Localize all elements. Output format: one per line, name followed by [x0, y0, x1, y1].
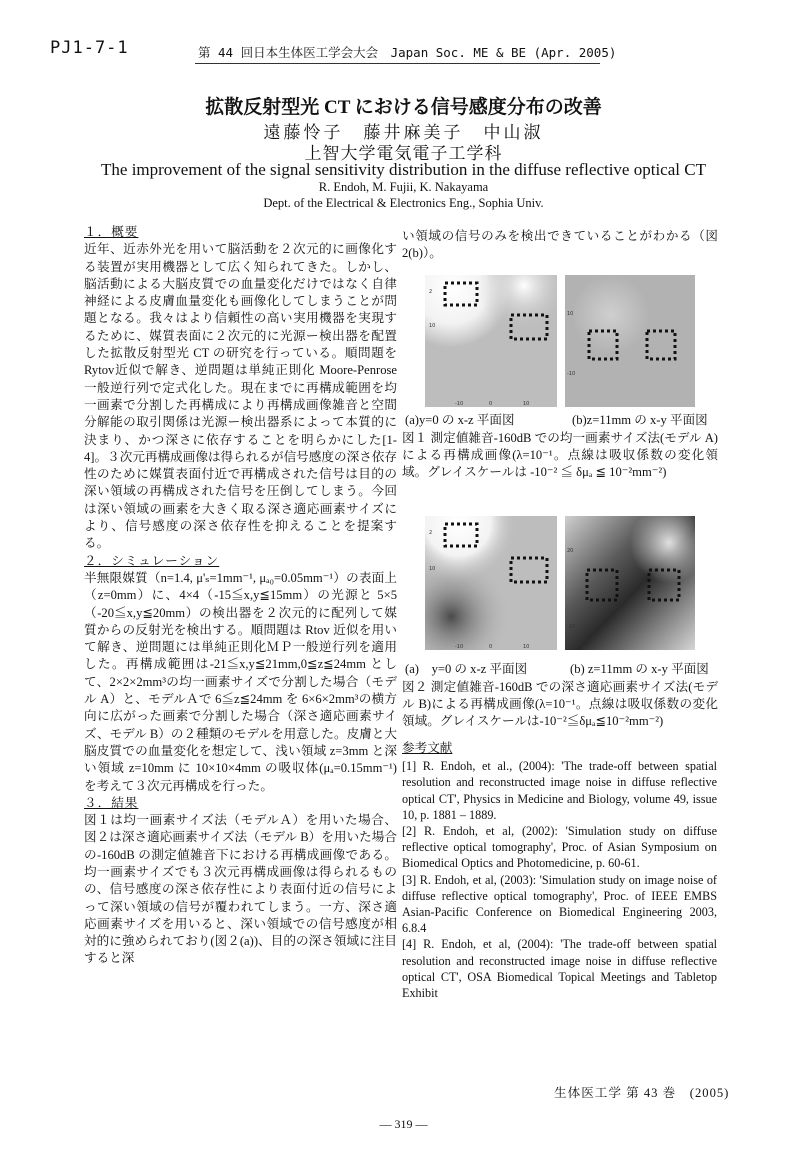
svg-text:-10: -10	[455, 644, 464, 650]
svg-text:20: 20	[567, 548, 574, 554]
page-number: — 319 —	[379, 1117, 428, 1131]
reference-item: [2] R. Endoh, et al, (2002): 'Simulation study on diffuse reflective optical tomography', Proc. of Asian Symposium on Biomedical Optics and Photomedicine, p. 60-61.	[402, 824, 717, 871]
reference-item: [4] R. Endoh, et al, (2004): 'The trade-off between spatial resolution and reconstructed image noise in diffuse reflective optical CT', OSA Biomedical Topical Meetings and Tabletop Exhibit	[402, 937, 717, 1001]
figure1a-image	[425, 275, 557, 407]
conference-header: 第 44 回日本生体医工学会大会 Japan Soc. ME & BE (Apr. 2005)	[198, 45, 617, 60]
section-heading-results: ３．結果	[84, 795, 139, 810]
section-body-results: 図１は均一画素サイズ法（モデルＡ）を用いた場合、図２は深さ適応画素サイズ法（モデル B）を用いた場合の-160dB の測定値雑音下における再構成画像である。均一画素サイズでも３次元再構成画像は得られるものの、信号感度の深さ依存性により表面付近の信号によって深い領域の信号が覆われてしまう。一方、深さ適応画素サイズを用いると、深い領域での信号感度が相対的に強められており(図２(a))、目的の深さ領域に注目すると深	[84, 813, 397, 966]
svg-text:-10: -10	[567, 371, 576, 377]
figure1b-image	[565, 275, 695, 407]
references-heading: 参考文献	[402, 741, 453, 755]
figure2-caption: 図２ 測定値雑音-160dB での深さ適応画素サイズ法(モデル B)による再構成画像(λ=10⁻¹。点線は吸収係数の変化領域。グレイスケールは-10⁻²≦δμₐ≦10⁻²mm⁻²)	[402, 680, 718, 729]
references	[402, 740, 717, 1001]
figure1-caption: 図１ 測定値雑音-160dB での均一画素サイズ法(モデル A)による再構成画像(λ=10⁻¹。点線は吸収係数の変化領域。グレイスケールは -10⁻² ≦ δμₐ ≦ 10⁻²mm⁻²)	[402, 431, 718, 480]
svg-text:0: 0	[489, 401, 493, 407]
affiliation-ja: 上智大学電気電子工学科	[304, 144, 503, 163]
results-continued: い領域の信号のみを検出できていることがわかる（図 2(b)）。	[402, 229, 718, 261]
svg-text:10: 10	[429, 323, 436, 329]
section-heading-simulation: ２．シミュレーション	[84, 553, 220, 568]
svg-text:10: 10	[567, 311, 574, 317]
section-body-simulation: 半無限媒質（n=1.4, μ'ₛ=1mm⁻¹, μₐ₀=0.05mm⁻¹）の表面上（z=0mm）に、4×4（-15≦x,y≦15mm）の光源と 5×5（-20≦x,y≦20mm）の検出器を２次元的に配列して媒質からの反射光を検出する。順問題は Rtov 近似を用いて解き、逆問題には単純正則化ＭＰ一般逆行列を適用した。再構成範囲は-21≦x,y≦21mm,0≦z≦24mm として、2×2×2mm³の均一画素サイズで分割した場合（モデル A）と、モデルＡで 6≦z≦24mm を 6×6×2mm³の横方向に広がった画素で分割した場合（深さ適応画素サイズ、モデル B）の２種類のモデルを用意した。皮膚と大脳皮質での血量変化を想定して、浅い領域 z=3mm と深い領域 z=10mm に 10×10×4mm の吸収体(μₐ=0.15mm⁻¹)を考えて３次元再構成を行った。	[84, 570, 397, 793]
figure2a-label: (a) y=0 の x-z 平面図	[405, 662, 528, 676]
title-ja: 拡散反射型光 CT における信号感度分布の改善	[205, 97, 602, 118]
journal-footer: 生体医工学 第 43 巻 (2005)	[554, 1086, 730, 1100]
header-rule	[195, 63, 600, 64]
svg-text:-10: -10	[455, 401, 464, 407]
reference-item: [3] R. Endoh, et al, (2003): 'Simulation study on image noise of diffuse reflective optical tomography', Proc. of IEEE EMBS Asian-Pacific Conference on Biomedical Engineering 2003, 6.8.4	[402, 872, 717, 936]
figure2a-image	[425, 516, 557, 650]
title-en: The improvement of the signal sensitivity distribution in the diffuse reflective optical CT	[101, 160, 706, 179]
authors-en: R. Endoh, M. Fujii, K. Nakayama	[318, 180, 489, 194]
figure2b-image	[565, 516, 695, 650]
paper-id: PJ1-7-1	[50, 38, 129, 58]
figure2b-label: (b) z=11mm の x-y 平面図	[570, 662, 709, 676]
figure1a-label: (a)y=0 の x-z 平面図	[405, 413, 515, 427]
left-column	[84, 224, 397, 968]
section-heading-overview: １．概要	[84, 225, 139, 239]
svg-text:-20: -20	[567, 624, 576, 630]
svg-text:2: 2	[429, 530, 433, 536]
svg-text:10: 10	[523, 401, 530, 407]
figure1b-label: (b)z=11mm の x-y 平面図	[572, 413, 708, 427]
authors-ja: 遠藤怜子 藤井麻美子 中山淑	[263, 123, 544, 142]
svg-text:10: 10	[523, 644, 530, 650]
section-body-overview: 近年、近赤外光を用いて脳活動を２次元的に画像化する装置が実用機器として広く知られてきた。しかし、脳活動による大脳皮質での血量変化だけではなく自律神経による皮膚血量変化も画像化してしまうことが問題となる。我々はより信頼性の高い実用機器を実現するために、媒質表面に２次元的に光源ー検出器を配置した拡散反射型光 CT の研究を行っている。順問題をRytov近似で解き、逆問題は単純正則化 Moore-Penrose 一般逆行列で定式化した。現在までに再構成範囲を均一画素で分割した再構成により再構成画像雑音と空間分解能の取引関係は光源ー検出器系によって本質的に決まり、かつ深さに依存することを明らかにした[1-4]。３次元再構成画像は得られるが信号感度の深さ依存性のために媒質表面付近で再構成された信号は目的の深い領域の再構成された信号を圧倒してしまう。今回は深い領域の画素を大きく取る深さ適応画素サイズにより、信号感度の深さ依存性を抑えることを提案する。	[84, 242, 397, 551]
affiliation-en: Dept. of the Electrical & Electronics Eng., Sophia Univ.	[263, 196, 544, 210]
svg-text:10: 10	[429, 566, 436, 572]
svg-text:2: 2	[429, 289, 433, 295]
svg-text:0: 0	[489, 644, 493, 650]
reference-item: [1] R. Endoh, et al., (2004): 'The trade-off between spatial resolution and reconstructed image noise in diffuse reflective optical CT', Physics in Medicine and Biology, volume 49, issue 10, p. 1881 – 1889.	[402, 759, 717, 822]
